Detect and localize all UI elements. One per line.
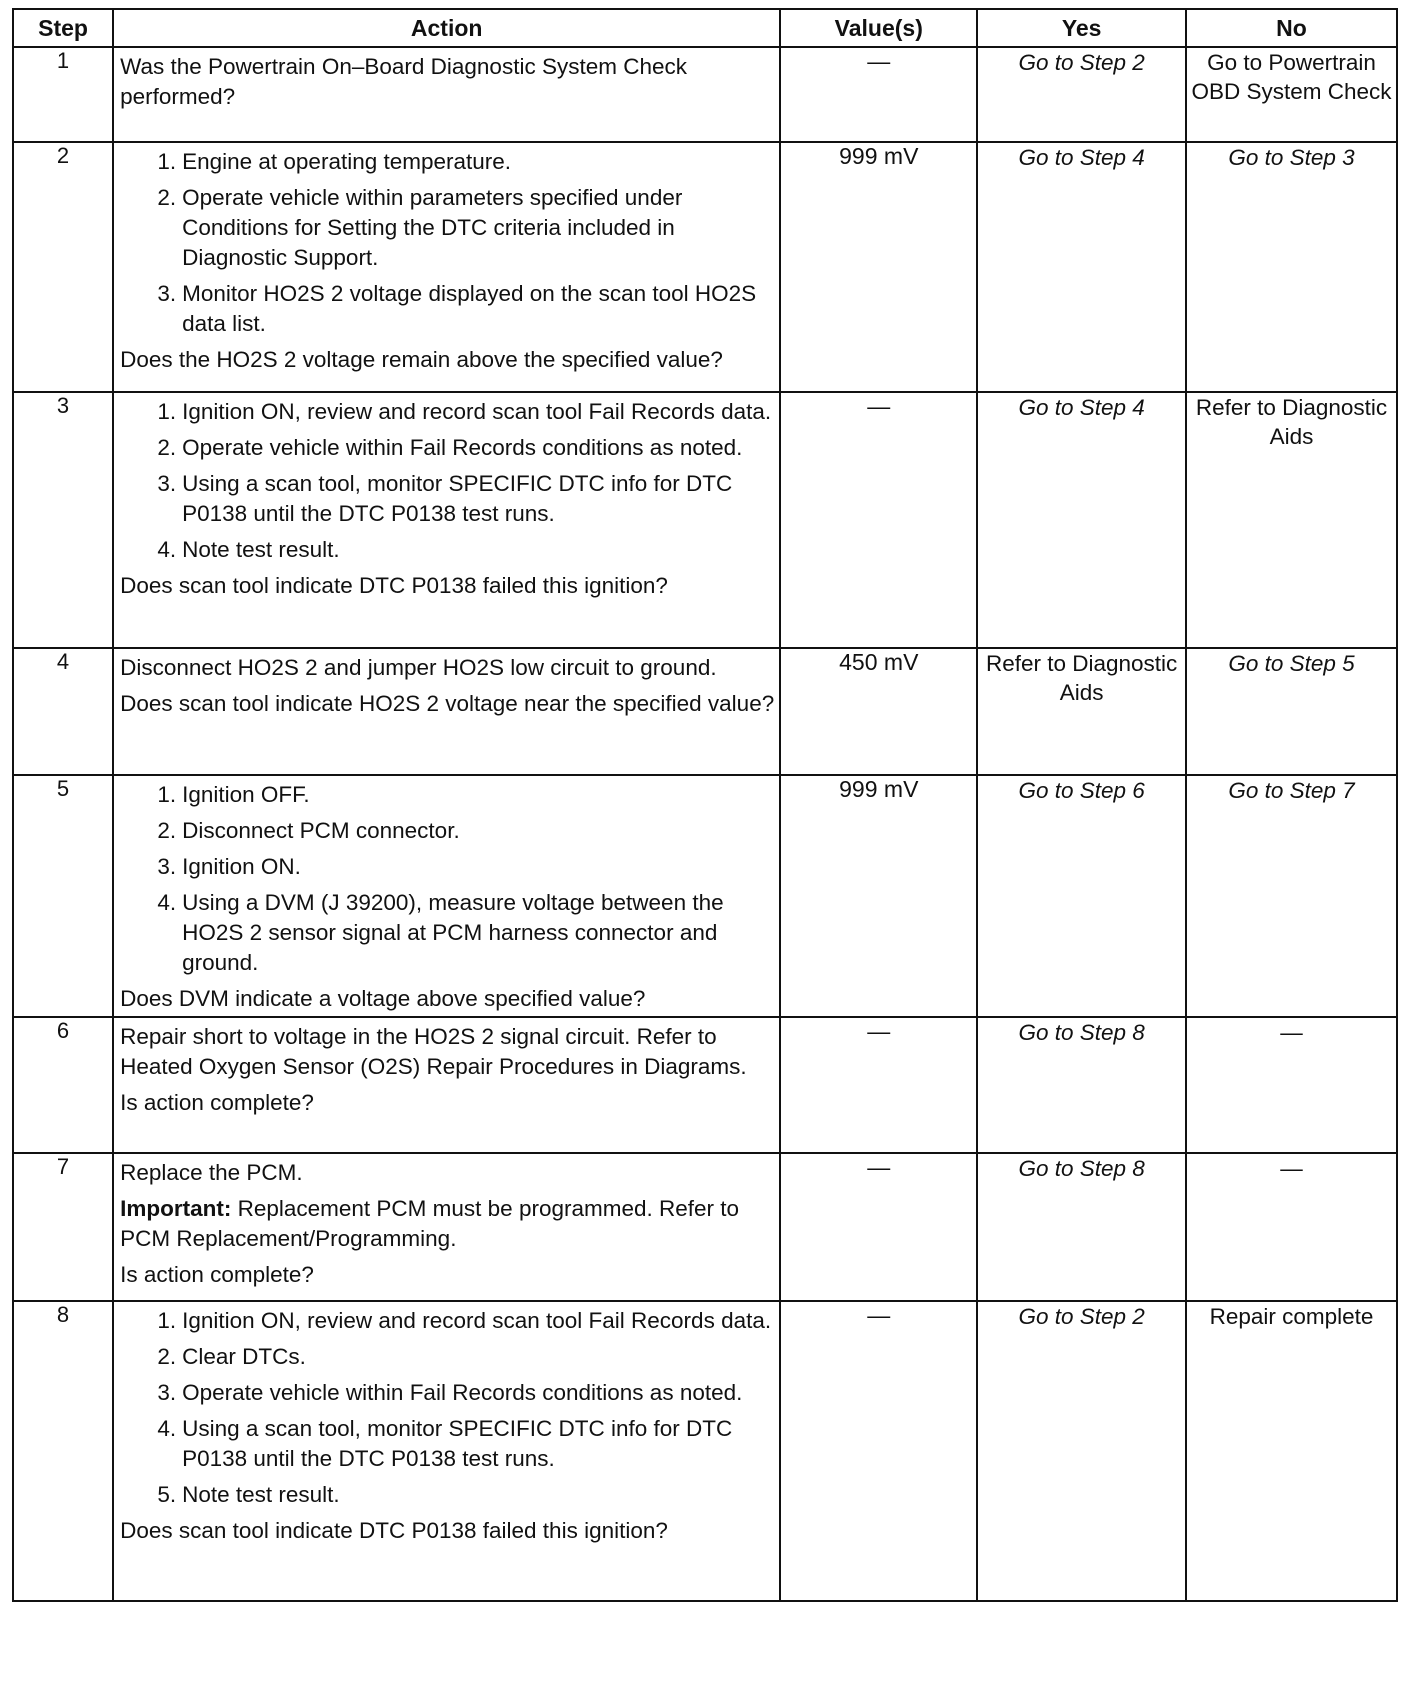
action-steps: [120, 147, 775, 345]
table-row: [13, 142, 1397, 392]
no-cell: —: [1186, 1153, 1397, 1301]
action-instruction: Replace the PCM.: [120, 1160, 303, 1185]
value-cell: —: [780, 1017, 977, 1153]
action-question: Does the HO2S 2 voltage remain above the specified value?: [120, 347, 723, 372]
step-number: 3: [13, 392, 113, 648]
step-number: 6: [13, 1017, 113, 1153]
yes-cell: Go to Step 6: [977, 775, 1186, 1017]
header-yes: Yes: [977, 9, 1186, 47]
action-question: Does DVM indicate a voltage above specified value?: [120, 986, 646, 1011]
list-item: 4. Using a scan tool, monitor SPECIFIC DTC info for DTC P0138 until the DTC P0138 test runs.: [157, 1416, 733, 1471]
value-cell: —: [780, 47, 977, 142]
yes-cell: Go to Step 8: [977, 1153, 1186, 1301]
action-cell: [113, 1017, 780, 1153]
list-item: 1. Ignition ON, review and record scan tool Fail Records data.: [157, 1308, 772, 1333]
list-item: 4. Note test result.: [157, 537, 340, 562]
action-question: Is action complete?: [120, 1262, 314, 1287]
action-question: Does scan tool indicate HO2S 2 voltage near the specified value?: [120, 691, 775, 716]
action-cell: [113, 1153, 780, 1301]
action-cell: [113, 648, 780, 775]
table-row: [13, 1153, 1397, 1301]
action-cell: [113, 392, 780, 648]
no-cell: Go to Step 3: [1186, 142, 1397, 392]
action-cell: [113, 47, 780, 142]
no-cell: Repair complete: [1186, 1301, 1397, 1601]
yes-cell: Go to Step 4: [977, 392, 1186, 648]
header-action: Action: [113, 9, 780, 47]
action-steps: [120, 397, 775, 571]
important-note: [120, 1194, 775, 1254]
list-item: 3. Using a scan tool, monitor SPECIFIC DTC info for DTC P0138 until the DTC P0138 test runs.: [157, 471, 733, 526]
header-values: Value(s): [780, 9, 977, 47]
step-number: 5: [13, 775, 113, 1017]
yes-cell: Go to Step 2: [977, 47, 1186, 142]
action-instruction: Repair short to voltage in the HO2S 2 signal circuit. Refer to Heated Oxygen Sensor (O2S) Repair Procedures in Diagrams.: [120, 1024, 747, 1079]
yes-cell: Go to Step 2: [977, 1301, 1186, 1601]
list-item: 1. Ignition OFF.: [157, 782, 310, 807]
no-cell: Go to Powertrain OBD System Check: [1186, 47, 1397, 142]
no-cell: Go to Step 5: [1186, 648, 1397, 775]
no-cell: Go to Step 7: [1186, 775, 1397, 1017]
list-item: 2. Clear DTCs.: [157, 1344, 306, 1369]
action-question: Is action complete?: [120, 1090, 314, 1115]
step-number: 4: [13, 648, 113, 775]
value-cell: —: [780, 1301, 977, 1601]
action-steps: [120, 1306, 775, 1516]
table-row: [13, 47, 1397, 142]
table-row: [13, 1017, 1397, 1153]
table-row: [13, 392, 1397, 648]
list-item: 4. Using a DVM (J 39200), measure voltage between the HO2S 2 sensor signal at PCM harness connector and ground.: [157, 890, 724, 975]
header-no: No: [1186, 9, 1397, 47]
list-item: 3. Monitor HO2S 2 voltage displayed on the scan tool HO2S data list.: [157, 281, 757, 336]
step-number: 2: [13, 142, 113, 392]
yes-cell: Go to Step 8: [977, 1017, 1186, 1153]
table-row: [13, 1301, 1397, 1601]
list-item: 2. Operate vehicle within Fail Records conditions as noted.: [157, 435, 743, 460]
action-question: Does scan tool indicate DTC P0138 failed this ignition?: [120, 1518, 668, 1543]
no-cell: —: [1186, 1017, 1397, 1153]
action-question: Was the Powertrain On–Board Diagnostic System Check performed?: [120, 54, 687, 109]
step-number: 1: [13, 47, 113, 142]
yes-cell: Go to Step 4: [977, 142, 1186, 392]
list-item: 2. Disconnect PCM connector.: [157, 818, 460, 843]
list-item: 1. Engine at operating temperature.: [157, 149, 512, 174]
no-cell: Refer to Diagnostic Aids: [1186, 392, 1397, 648]
value-cell: —: [780, 1153, 977, 1301]
list-item: 2. Operate vehicle within parameters specified under Conditions for Setting the DTC criteria included in Diagnostic Support.: [157, 185, 683, 270]
action-cell: [113, 142, 780, 392]
table-row: [13, 648, 1397, 775]
value-cell: 999 mV: [780, 142, 977, 392]
yes-cell: Refer to Diagnostic Aids: [977, 648, 1186, 775]
action-instruction: Disconnect HO2S 2 and jumper HO2S low circuit to ground.: [120, 655, 717, 680]
list-item: 5. Note test result.: [157, 1482, 340, 1507]
step-number: 7: [13, 1153, 113, 1301]
step-number: 8: [13, 1301, 113, 1601]
value-cell: —: [780, 392, 977, 648]
action-question: Does scan tool indicate DTC P0138 failed this ignition?: [120, 573, 668, 598]
list-item: 3. Ignition ON.: [157, 854, 301, 879]
important-label: Important:: [120, 1196, 232, 1221]
value-cell: 450 mV: [780, 648, 977, 775]
action-cell: [113, 1301, 780, 1601]
header-row: [13, 9, 1397, 47]
header-step: Step: [13, 9, 113, 47]
table-row: [13, 775, 1397, 1017]
important-text: Replacement PCM must be programmed. Refer to PCM Replacement/Programming.: [120, 1196, 740, 1251]
value-cell: 999 mV: [780, 775, 977, 1017]
action-cell: [113, 775, 780, 1017]
diagnostic-table: [12, 8, 1398, 1602]
list-item: 1. Ignition ON, review and record scan tool Fail Records data.: [157, 399, 772, 424]
list-item: 3. Operate vehicle within Fail Records conditions as noted.: [157, 1380, 743, 1405]
action-steps: [120, 780, 775, 984]
